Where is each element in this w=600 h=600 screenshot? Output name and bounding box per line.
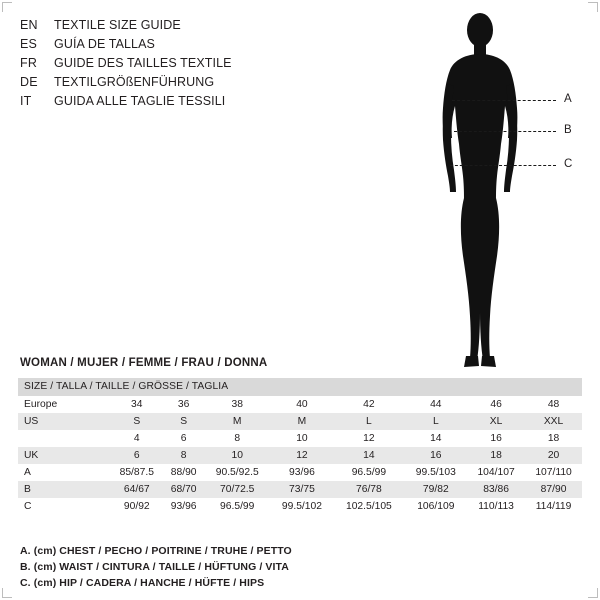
cell: 40 [271, 396, 333, 413]
cell: 114/119 [525, 498, 582, 515]
cell: XXL [525, 413, 582, 430]
cell: 110/113 [467, 498, 525, 515]
row-label: UK [18, 447, 110, 464]
measure-label-c: C [564, 158, 573, 170]
measure-line-c [450, 165, 556, 166]
table-row [18, 447, 582, 464]
cell: 42 [333, 396, 404, 413]
footnote-a: A. (cm) CHEST / PECHO / POITRINE / TRUHE / PETTO [20, 545, 292, 557]
row-label: A [18, 464, 110, 481]
cell: 16 [405, 447, 467, 464]
cell: 90/92 [110, 498, 164, 515]
size-table [18, 378, 582, 515]
cell: 4 [110, 430, 164, 447]
cell: M [204, 413, 271, 430]
language-title: TEXTILE SIZE GUIDE [54, 18, 181, 32]
cell: 8 [204, 430, 271, 447]
table-row [18, 396, 582, 413]
corner-mark-bottom-left [2, 588, 12, 598]
corner-mark-bottom-right [588, 588, 598, 598]
cell: 104/107 [467, 464, 525, 481]
language-title: GUIDE DES TAILLES TEXTILE [54, 56, 232, 70]
table-row [18, 481, 582, 498]
cell: 12 [271, 447, 333, 464]
cell: 38 [204, 396, 271, 413]
table-row [18, 464, 582, 481]
cell: S [164, 413, 204, 430]
cell: L [405, 413, 467, 430]
table-row [18, 498, 582, 515]
cell: 99.5/102 [271, 498, 333, 515]
cell: 44 [405, 396, 467, 413]
language-code: EN [20, 18, 38, 32]
footnote-list [20, 543, 520, 591]
cell: 106/109 [405, 498, 467, 515]
cell: XL [467, 413, 525, 430]
measure-line-a [452, 100, 556, 101]
cell: 20 [525, 447, 582, 464]
cell: 14 [333, 447, 404, 464]
table-header-row [18, 378, 582, 396]
cell: 10 [204, 447, 271, 464]
language-row [20, 92, 350, 111]
cell: 10 [271, 430, 333, 447]
cell: 34 [110, 396, 164, 413]
cell: 18 [467, 447, 525, 464]
language-row [20, 54, 350, 73]
cell: 88/90 [164, 464, 204, 481]
cell: 93/96 [164, 498, 204, 515]
table-row [18, 413, 582, 430]
language-code: FR [20, 56, 38, 70]
cell: 99.5/103 [405, 464, 467, 481]
measure-line-b [454, 131, 556, 132]
cell: 8 [164, 447, 204, 464]
row-label: C [18, 498, 110, 515]
language-title-list [20, 16, 350, 111]
section-title: WOMAN / MUJER / FEMME / FRAU / DONNA [20, 357, 268, 369]
corner-mark-top-left [2, 2, 12, 12]
language-code: DE [20, 75, 38, 89]
cell: 46 [467, 396, 525, 413]
cell: 18 [525, 430, 582, 447]
cell: 68/70 [164, 481, 204, 498]
cell: 12 [333, 430, 404, 447]
cell: 83/86 [467, 481, 525, 498]
cell: L [333, 413, 404, 430]
figure-container [380, 8, 590, 378]
language-title: GUÍA DE TALLAS [54, 37, 155, 51]
cell: 73/75 [271, 481, 333, 498]
footnote-c: C. (cm) HIP / CADERA / HANCHE / HÜFTE / HIPS [20, 577, 265, 589]
cell: 76/78 [333, 481, 404, 498]
row-label: US [18, 413, 110, 430]
cell: 70/72.5 [204, 481, 271, 498]
language-code: IT [20, 94, 32, 108]
language-row [20, 35, 350, 54]
female-body-silhouette-icon [380, 8, 590, 378]
cell: 85/87.5 [110, 464, 164, 481]
row-label: B [18, 481, 110, 498]
cell: 6 [164, 430, 204, 447]
cell: 90.5/92.5 [204, 464, 271, 481]
cell: M [271, 413, 333, 430]
language-row [20, 16, 350, 35]
table-header-label: SIZE / TALLA / TAILLE / GRÖSSE / TAGLIA [18, 378, 582, 396]
cell: 14 [405, 430, 467, 447]
cell: 79/82 [405, 481, 467, 498]
cell: 36 [164, 396, 204, 413]
cell: S [110, 413, 164, 430]
language-title: TEXTILGRÖßENFÜHRUNG [54, 75, 215, 89]
cell: 96.5/99 [333, 464, 404, 481]
measure-label-b: B [564, 124, 572, 136]
language-title: GUIDA ALLE TAGLIE TESSILI [54, 94, 226, 108]
cell: 93/96 [271, 464, 333, 481]
row-label [18, 430, 110, 447]
measure-label-a: A [564, 93, 572, 105]
language-row [20, 73, 350, 92]
footnote-b: B. (cm) WAIST / CINTURA / TAILLE / HÜFTUNG / VITA [20, 561, 289, 573]
cell: 6 [110, 447, 164, 464]
cell: 16 [467, 430, 525, 447]
cell: 102.5/105 [333, 498, 404, 515]
cell: 64/67 [110, 481, 164, 498]
cell: 96.5/99 [204, 498, 271, 515]
cell: 87/90 [525, 481, 582, 498]
table-row [18, 430, 582, 447]
language-code: ES [20, 37, 38, 51]
row-label: Europe [18, 396, 110, 413]
cell: 107/110 [525, 464, 582, 481]
cell: 48 [525, 396, 582, 413]
